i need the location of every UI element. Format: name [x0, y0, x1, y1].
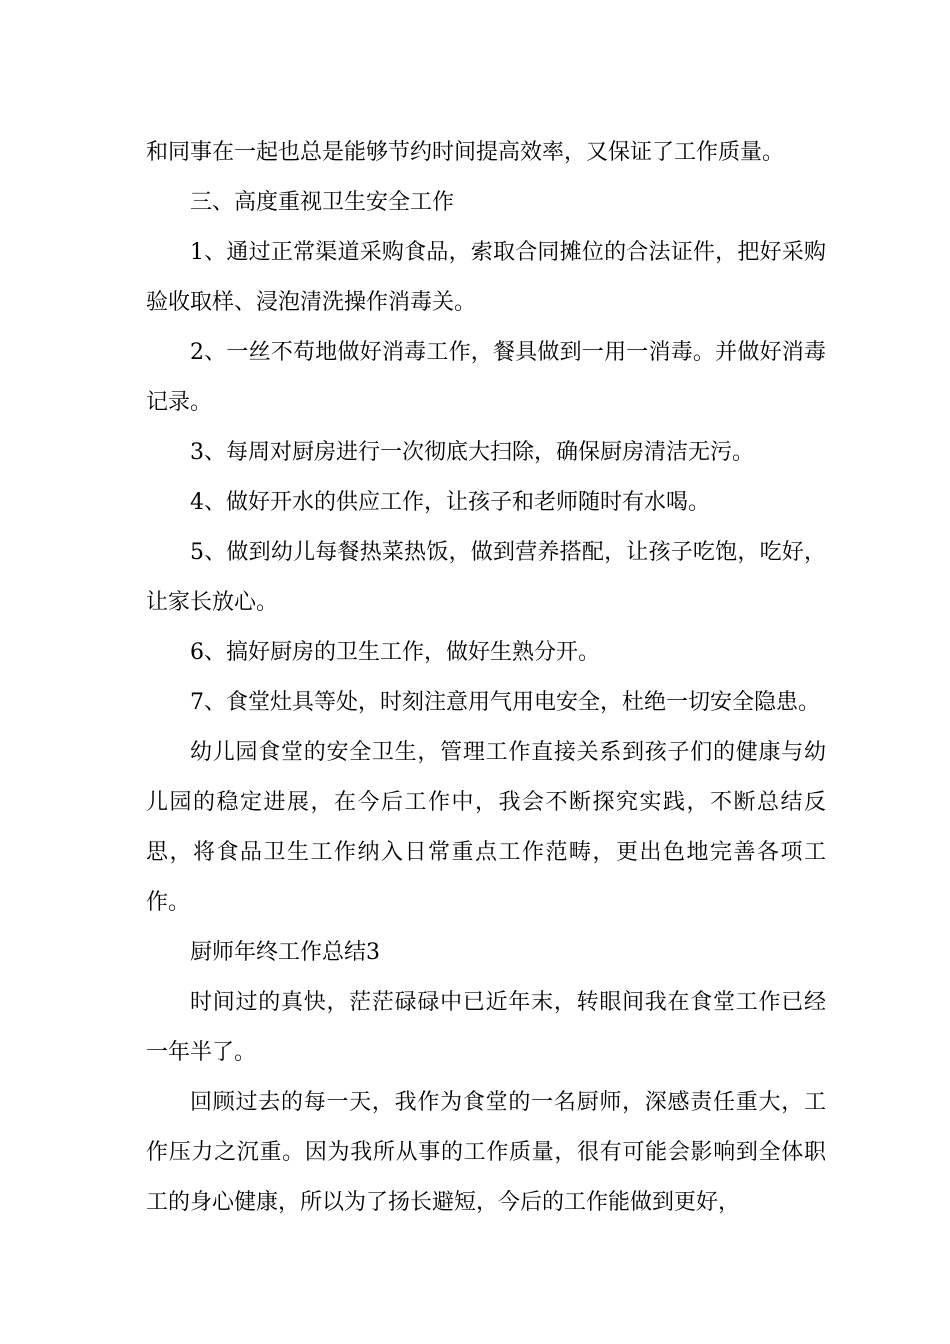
paragraph: 回顾过去的每一天，我作为食堂的一名厨师，深感责任重大，工作压力之沉重。因为我所从事的工作质量，很有可能会影响到全体职工的身心健康，所以为了扬长避短，今后的工作能做到更好，: [146, 1090, 826, 1215]
list-item: 4、做好开水的供应工作，让孩子和老师随时有水喝。: [190, 490, 710, 515]
list-item: 7、食堂灶具等处，时刻注意用气用电安全，杜绝一切安全隐患。: [190, 690, 820, 715]
document-body: [146, 128, 826, 1228]
list-item: 3、每周对厨房进行一次彻底大扫除，确保厨房清洁无污。: [190, 440, 754, 465]
document-title: 厨师年终工作总结3: [190, 940, 380, 965]
paragraph: 时间过的真快，茫茫碌碌中已近年末，转眼间我在食堂工作已经一年半了。: [146, 990, 826, 1065]
list-item: 1、通过正常渠道采购食品，索取合同摊位的合法证件，把好采购验收取样、浸泡清洗操作消毒关。: [146, 240, 826, 315]
paragraph-continuation: 和同事在一起也总是能够节约时间提高效率，又保证了工作质量。: [146, 140, 785, 165]
list-item: 5、做到幼儿每餐热菜热饭，做到营养搭配，让孩子吃饱，吃好，让家长放心。: [146, 540, 826, 615]
list-item: 6、搞好厨房的卫生工作，做好生熟分开。: [190, 640, 600, 665]
paragraph: 幼儿园食堂的安全卫生，管理工作直接关系到孩子们的健康与幼儿园的稳定进展，在今后工作中，我会不断探究实践，不断总结反思，将食品卫生工作纳入日常重点工作范畴，更出色地完善各项工作。: [146, 740, 826, 915]
list-item: 2、一丝不苟地做好消毒工作，餐具做到一用一消毒。并做好消毒记录。: [146, 340, 826, 415]
section-heading: 三、高度重视卫生安全工作: [190, 190, 455, 215]
